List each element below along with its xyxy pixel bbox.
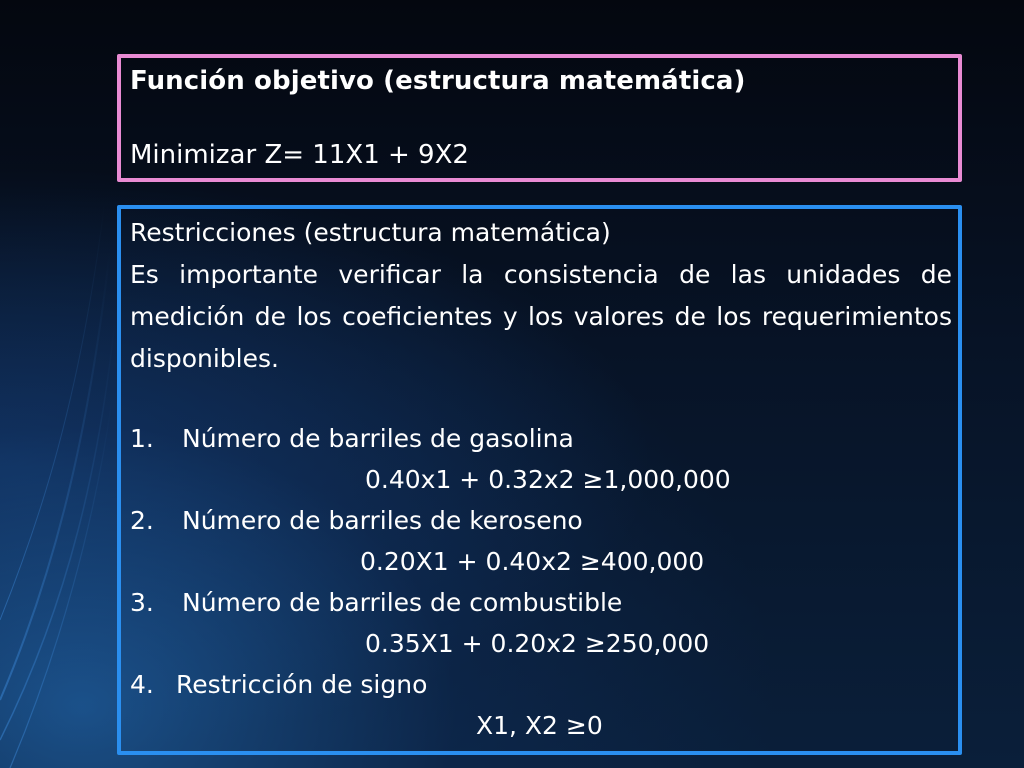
constraint-formula: 0.20X1 + 0.40x2 ≥400,000 [360,547,705,576]
list-item-label: Número de barriles de keroseno [182,506,583,535]
list-item-number: 4. [130,670,154,699]
list-item-number: 3. [130,588,154,617]
list-item-label: Número de barriles de combustible [182,588,623,617]
list-item-number: 1. [130,424,154,453]
list-item-label: Número de barriles de gasolina [182,424,574,453]
list-item [130,424,574,453]
constraint-formula: X1, X2 ≥0 [476,711,603,740]
list-item [130,588,622,617]
constraint-formula: 0.35X1 + 0.20x2 ≥250,000 [365,629,710,658]
objective-heading: Función objetivo (estructura matemática) [130,66,746,96]
objective-expression: Minimizar Z= 11X1 + 9X2 [130,140,469,170]
list-item-number: 2. [130,506,154,535]
list-item [130,506,583,535]
constraints-title: Restricciones (estructura matemática) [130,218,611,247]
constraints-paragraph: Es importante verificar la consistencia de las unidades de medición de los coeficientes y los valores de los requerimientos disponibles. [130,260,952,373]
list-item [130,670,427,699]
list-item-label: Restricción de signo [176,670,428,699]
constraint-formula: 0.40x1 + 0.32x2 ≥1,000,000 [365,465,731,494]
